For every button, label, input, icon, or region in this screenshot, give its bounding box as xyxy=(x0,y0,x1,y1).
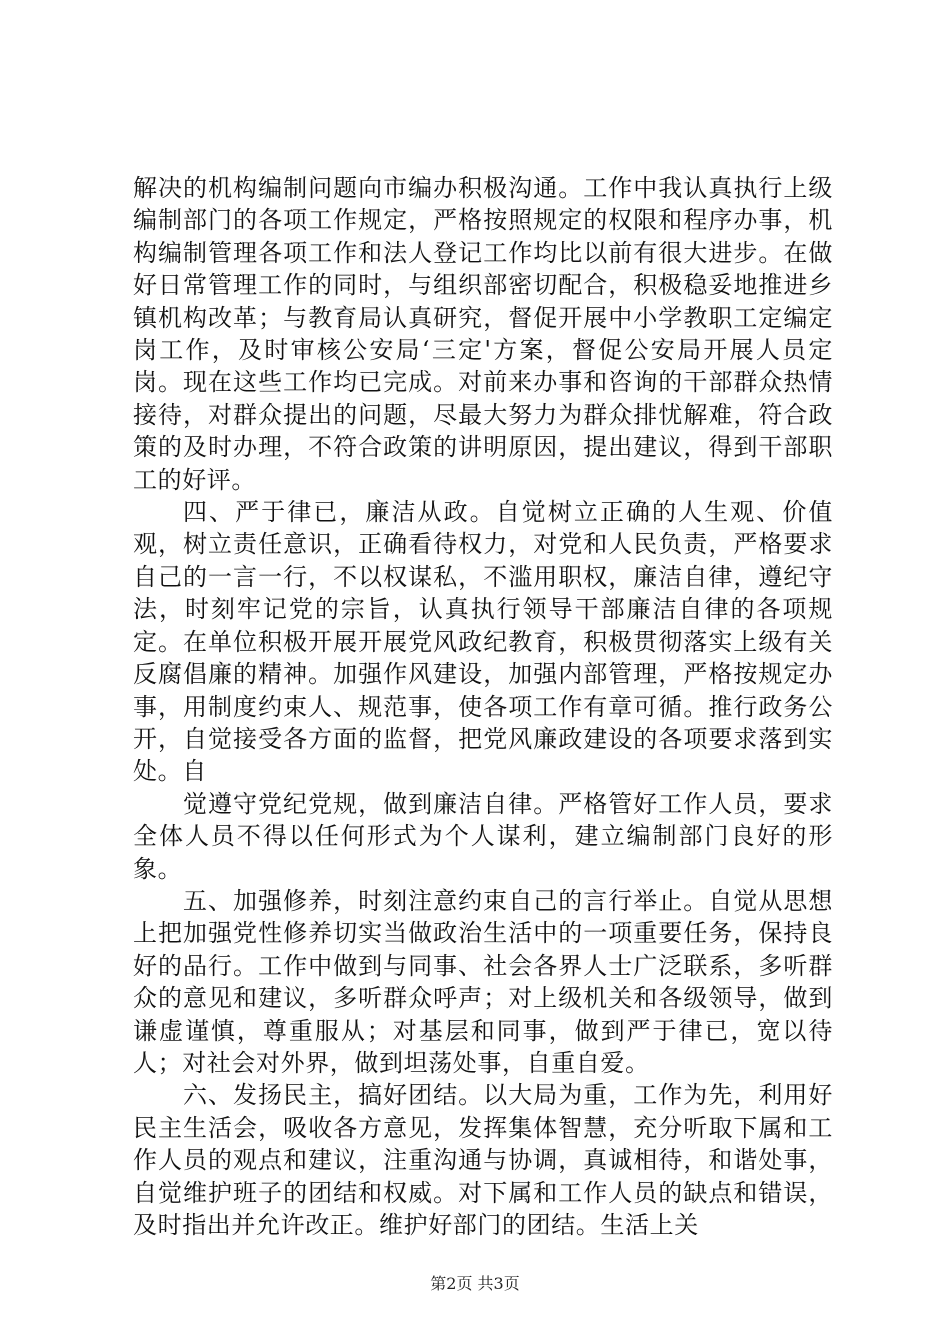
paragraph-continuation: 解决的机构编制问题向市编办积极沟通。工作中我认真执行上级编制部门的各项工作规定，严格按照规定的权限和程序办事，机构编制管理各项工作和法人登记工作均比以前有很大进步。在做好日常管理工作的同时，与组织部密切配合，积极稳妥地推进乡镇机构改革；与教育局认真研究，督促开展中小学教职工定编定岗工作，及时审核公安局‘三定'方案，督促公安局开展人员定岗。现在这些工作均已完成。对前来办事和咨询的干部群众热情接待，对群众提出的问题，尽最大努力为群众排忧解难，符合政策的及时办理，不符合政策的讲明原因，提出建议，得到干部职工的好评。 xyxy=(133,174,833,494)
paragraph-section-6: 六、发扬民主，搞好团结。以大局为重，工作为先，利用好民主生活会，吸收各方意见，发挥集体智慧，充分听取下属和工作人员的观点和建议，注重沟通与协调，真诚相待，和谐处事，自觉维护班子的团结和权威。对下属和工作人员的缺点和错误，及时指出并允许改正。维护好部门的团结。生活上关 xyxy=(133,1081,833,1239)
page-number-footer: 第2页 共3页 xyxy=(430,1274,520,1293)
document-body xyxy=(133,172,833,1241)
paragraph-section-4: 四、严于律已，廉洁从政。自觉树立正确的人生观、价值观，树立责任意识，正确看待权力，对党和人民负责，严格要求自己的一言一行，不以权谋私，不滥用职权，廉洁自律，遵纪守法，时刻牢记党的宗旨，认真执行领导干部廉洁自律的各项规定。在单位积极开展开展党风政纪教育，积极贯彻落实上级有关反腐倡廉的精神。加强作风建设，加强内部管理，严格按规定办事，用制度约束人、规范事，使各项工作有章可循。推行政务公开，自觉接受各方面的监督，把党风廉政建设的各项要求落到实处。自 xyxy=(133,498,833,786)
paragraph-section-5: 五、加强修养，时刻注意约束自己的言行举止。自觉从思想上把加强党性修养切实当做政治生活中的一项重要任务，保持良好的品行。工作中做到与同事、社会各界人士广泛联系，多听群众的意见和建议，多听群众呼声；对上级机关和各级领导，做到谦虚谨慎，尊重服从；对基层和同事，做到严于律已，宽以待人；对社会对外界，做到坦荡处事，自重自爱。 xyxy=(133,886,833,1077)
paragraph-self-discipline: 觉遵守党纪党规，做到廉洁自律。严格管好工作人员，要求全体人员不得以任何形式为个人谋利，建立编制部门良好的形象。 xyxy=(133,789,833,883)
